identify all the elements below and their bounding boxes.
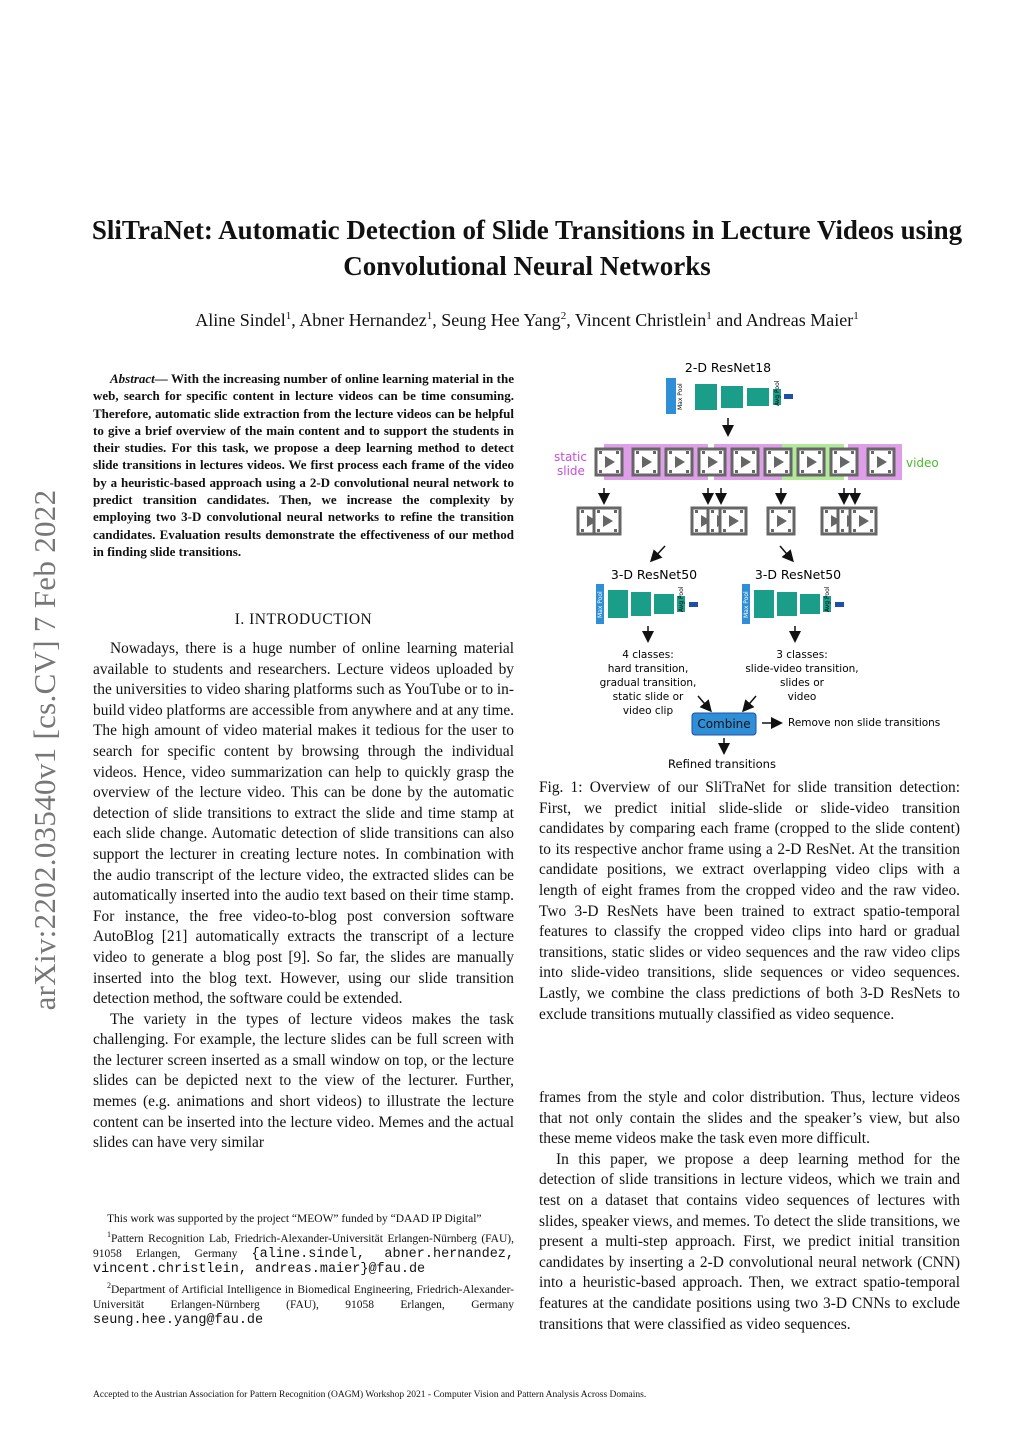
author-1: Aline Sindel — [195, 310, 286, 330]
class-line: 4 classes: — [622, 649, 674, 661]
avg-pool-label: Avg Pool — [824, 586, 831, 612]
max-pool-label: Max Pool — [743, 591, 750, 618]
paragraph: Nowadays, there is a huge number of online learning material available to students and researchers. Lecture videos uploaded by the universities to video sharing platforms such as YouTube or to in-build video platforms are accessible from anywhere and at any time. The high amount of video material makes it tedious for the user to search for specific content by browsing through the individual videos. Hence, video summarization can help to quickly grasp the overview of the lecture video. This can be done by the automatic detection of slide transitions to extract the slide and time stamp at each slide change. Automatic detection of slide transitions can also support the lecturer in creating lecture notes. In combination with the audio transcript of the lecture video, the extracted slides can be automatically inserted into the audio text based on their time stamp. For instance, the free video-to-blog post conversion software AutoBlog [21] automatically extracts the transcript of a lecture video to generate a blog post [9]. So far, the slides are manually inserted into the blog text. However, using our slide transition detection method, the software could be extended. — [93, 640, 514, 1008]
affiliation-mark-3: 2 — [560, 310, 567, 322]
class-line: video — [787, 691, 817, 703]
paragraph: frames from the style and color distribution. Thus, lecture videos that not only contain the slides and the speaker’s view, but also these meme videos make the task even more difficult. — [539, 1089, 960, 1148]
paper-title: SliTraNet: Automatic Detection of Slide Transitions in Lecture Videos using Convolutional Neural Networks — [91, 215, 963, 281]
left-column-body — [93, 639, 514, 1154]
class-line: 3 classes: — [776, 649, 828, 661]
resnet50-block-b — [742, 584, 844, 624]
footnote-mark: 1 — [107, 1230, 111, 1240]
class-line: hard transition, — [607, 663, 689, 675]
email-list: {aline.sindel, abner.hernandez, vincent.christlein, andreas.maier}@fau.de — [93, 1247, 514, 1278]
abstract-label: Abstract — [110, 371, 155, 386]
arrow — [744, 696, 756, 710]
arxiv-sidebar — [25, 460, 65, 1040]
footnote-mark: 2 — [107, 1280, 111, 1290]
video-label: video — [906, 456, 939, 470]
author-5: Andreas Maier — [745, 310, 854, 330]
footnotes — [93, 1212, 514, 1328]
video-clips — [578, 508, 876, 534]
clip-arrows — [604, 488, 855, 502]
remove-label: Remove non slide transitions — [788, 717, 941, 729]
separator: , — [566, 310, 575, 330]
affiliation-text: Pattern Recognition Lab, Friedrich-Alexander-Universität Erlangen-Nürnberg (FAU), 91058 Erlangen, Germany — [93, 1233, 514, 1261]
class-line: slides or — [780, 677, 824, 689]
right-column-body — [539, 1088, 960, 1335]
affiliation-note-1 — [93, 1227, 514, 1277]
combine-label: Combine — [697, 717, 751, 731]
class-line: video clip — [622, 705, 674, 717]
section-heading: I. INTRODUCTION — [234, 611, 373, 628]
arrow — [698, 696, 710, 710]
class-line: slide-video transition, — [745, 663, 859, 675]
separator: , — [291, 310, 300, 330]
affiliation-mark-2: 1 — [426, 310, 433, 322]
arrow — [652, 546, 665, 560]
figure-caption: Fig. 1: Overview of our SliTraNet for slide transition detection: First, we predict initial slide-slide or slide-video transition candidates by comparing each frame (cropped to the slide content) to its respective anchor frame using a 2-D ResNet. At the transition candidate positions, we extract overlapping video clips with a length of eight frames from the cropped video and the raw video. Two 3-D ResNets have been trained to extract spatio-temporal features to classify the cropped video clips into hard or gradual transitions, static slides or video sequences and the raw video clips into slide-video transitions, slide sequences or video sequences. Lastly, we combine the class predictions of both 3-D ResNets to exclude transitions mutually classified as video sequence. — [539, 779, 960, 1023]
refined-label: Refined transitions — [668, 757, 776, 771]
author-4: Vincent Christlein — [574, 310, 707, 330]
abstract: Abstract— With the increasing number of online learning material in the web, search for specific content in lecture videos can be time consuming. Therefore, automatic slide extraction from the lecture videos can be helpful to give a brief overview of the main content and to support the students in their studies. For this task, we propose a deep learning method to detect slide transitions in lectures videos. We first process each frame of the video by a heuristic-based approach using a 2-D convolutional neural network to predict transition candidates. Then, we increase the complexity by employing two 3-D convolutional neural networks to refine the transition candidates. Evaluation results demonstrate the effectiveness of our method in finding slide transitions. — [93, 371, 515, 559]
overview-figure — [548, 358, 958, 774]
author-3: Seung Hee Yang — [441, 310, 561, 330]
affiliation-mark-5: 1 — [853, 310, 859, 322]
resnet18-block — [666, 378, 793, 414]
funding-note: This work was supported by the project “MEOW” funded by “DAAD IP Digital” — [107, 1213, 482, 1225]
arxiv-identifier: arXiv:2202.03540v1 [cs.CV] 7 Feb 2022 — [27, 489, 62, 1011]
classes-b — [745, 649, 858, 703]
author-2: Abner Hernandez — [299, 310, 427, 330]
page-footer: Accepted to the Austrian Association for Pattern Recognition (OAGM) Workshop 2021 - Computer Vision and Pattern Analysis Across Domains. — [93, 1390, 647, 1400]
resnet50-label-a: 3-D ResNet50 — [610, 567, 698, 582]
avg-pool-label: Avg Pool — [678, 586, 685, 612]
affiliation-mark-4: 1 — [706, 310, 712, 322]
resnet18-label: 2-D ResNet18 — [684, 360, 772, 375]
paragraph: The variety in the types of lecture videos makes the task challenging. For example, the lecture slides can be full screen with the lecturer screen inserted as a small window on top, or the lecture slides can be depicted next to the view of the lecturer. Further, memes (e.g. animations and short videos) to illustrate the lecture content can be inserted into the lecture video. Memes and the actual slides can have very similar — [93, 1010, 514, 1152]
classes-a — [600, 649, 697, 717]
resnet50-block-a — [596, 584, 698, 624]
affiliation-note-2 — [93, 1278, 514, 1328]
email: seung.hee.yang@fau.de — [93, 1312, 264, 1328]
static-slide-label: static — [554, 450, 587, 464]
arrow — [780, 546, 792, 560]
author-list — [60, 310, 994, 331]
class-line: gradual transition, — [599, 677, 697, 689]
video-frames — [596, 449, 894, 475]
separator: , — [432, 310, 442, 330]
resnet50-label-b: 3-D ResNet50 — [754, 567, 842, 582]
paragraph: In this paper, we propose a deep learning method for the detection of slide transitions in lecture videos, which we train and test on a dataset that contains video sequences of lectures with slides, speaker views, and memes. To detect the slide transitions, we present a multi-step approach. First, we predict initial transition candidates by inserting a 2-D convolutional neural network (CNN) into a heuristic-based approach. Then, we extract spatio-temporal features at the candidate positions using two 3-D CNNs to exclude transitions that were classified as video sequences. — [539, 1150, 960, 1333]
avg-pool-label: Avg Pool — [774, 380, 781, 406]
max-pool-label: Max Pool — [677, 383, 684, 410]
class-line: static slide or — [612, 691, 684, 703]
static-slide-label: slide — [557, 464, 585, 478]
affiliation-mark-1: 1 — [285, 310, 292, 322]
abstract-text: With the increasing number of online learning material in the web, search for specific content in lecture videos can be time consuming. Therefore, automatic slide extraction from the lecture videos can be helpful to give a brief overview of the main content and to support the students in their studies. For this task, we propose a deep learning method to detect slide transitions in lectures videos. We first process each frame of the video by a heuristic-based approach using a 2-D convolutional neural network to predict transition candidates. Then, we increase the complexity by employing two 3-D convolutional neural networks to refine the transition candidates. Evaluation results demonstrate the effectiveness of our method in finding slide transitions. — [93, 371, 515, 559]
affiliation-text: Department of Artificial Intelligence in Biomedical Engineering, Friedrich-Alexander-Universität Erlangen-Nürnberg (FAU), 91058 Erlangen, Germany — [93, 1283, 514, 1311]
max-pool-label: Max Pool — [597, 591, 604, 618]
separator: and — [711, 310, 746, 330]
